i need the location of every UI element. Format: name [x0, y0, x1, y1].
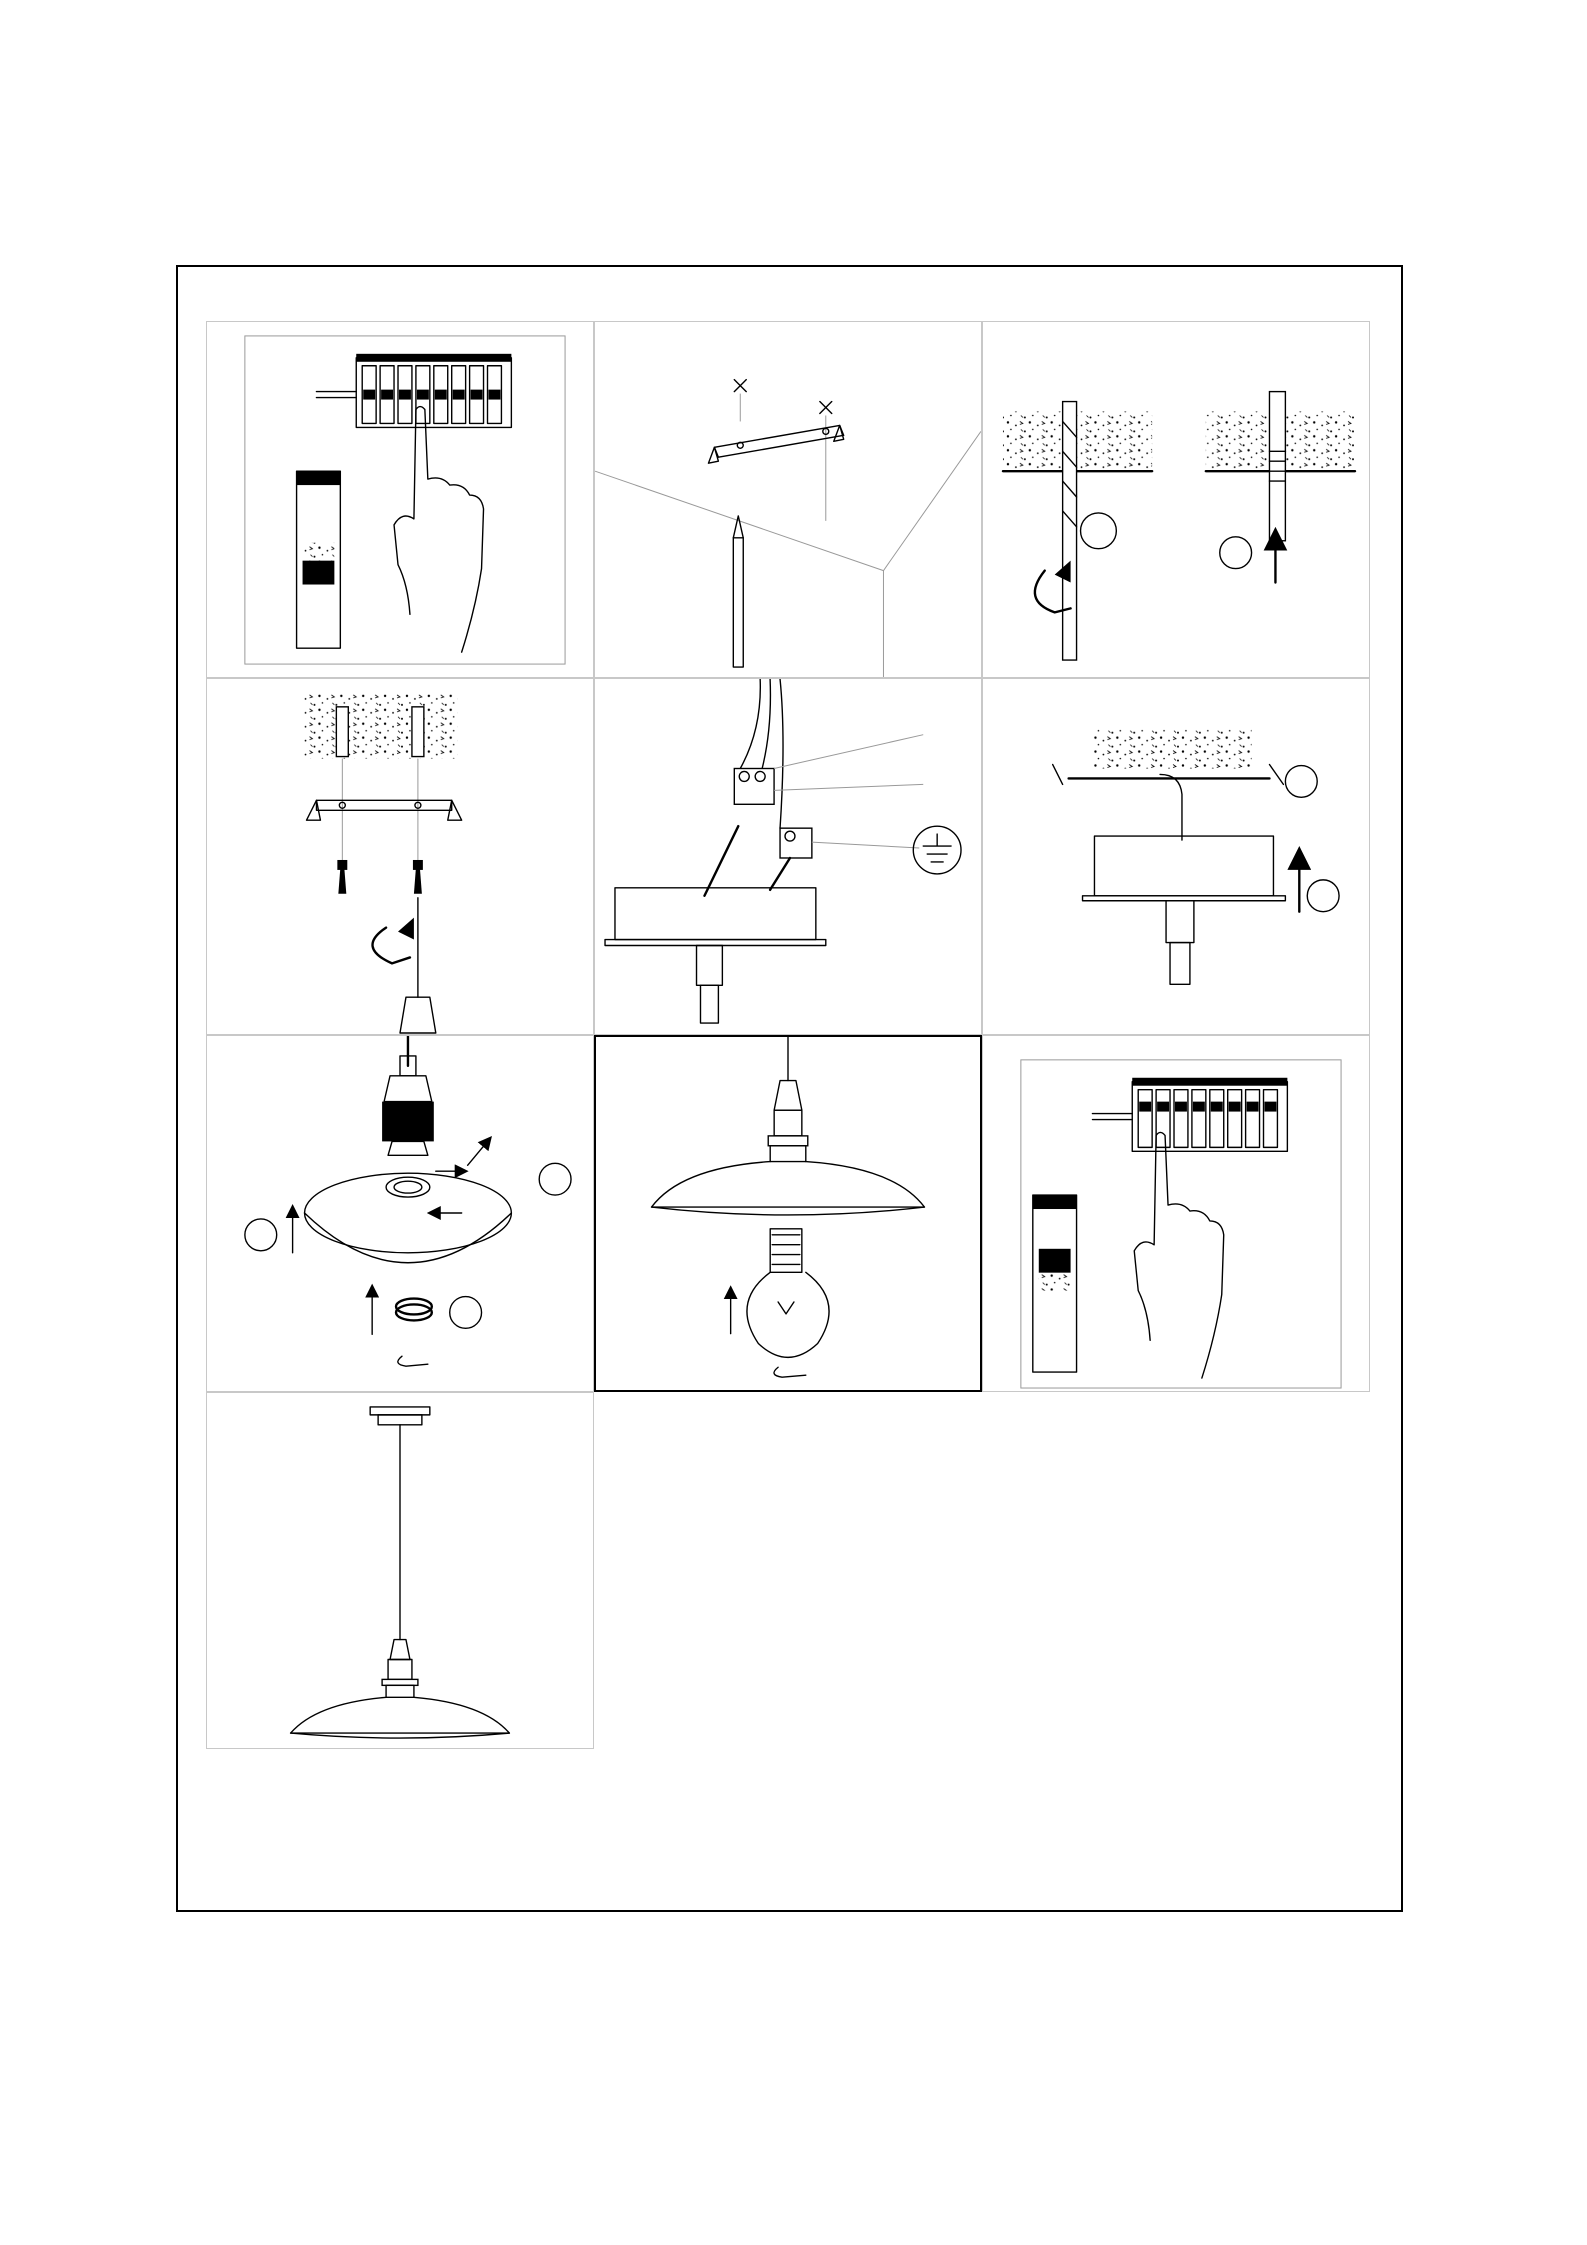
circuit-breaker-hand-icon: [983, 1036, 1369, 1391]
drill-wall-plug-icon: [983, 322, 1369, 677]
step-switch-off-power: [206, 321, 594, 678]
step-mark-drill-holes: [594, 321, 982, 678]
step-screw-mounting-bracket: [206, 678, 594, 1035]
circuit-breaker-hand-icon: [207, 322, 593, 677]
step-insert-bulb: [594, 1035, 982, 1392]
socket-shade-ring-icon: [207, 1036, 593, 1391]
screwdriver-bracket-icon: [207, 679, 593, 1034]
pendant-lamp-icon: [207, 1393, 593, 1748]
step-fix-canopy: [982, 678, 1370, 1035]
instruction-frame: [176, 265, 1403, 1912]
step-drill-and-insert-plugs: [982, 321, 1370, 678]
step-finished-pendant: [206, 1392, 594, 1749]
terminal-block-ground-icon: [595, 679, 981, 1034]
canopy-screws-icon: [983, 679, 1369, 1034]
bulb-shade-icon: [596, 1037, 980, 1390]
step-connect-wires: [594, 678, 982, 1035]
step-switch-on-power: [982, 1035, 1370, 1392]
bracket-pencil-icon: [595, 322, 981, 677]
step-assemble-shade: [206, 1035, 594, 1392]
